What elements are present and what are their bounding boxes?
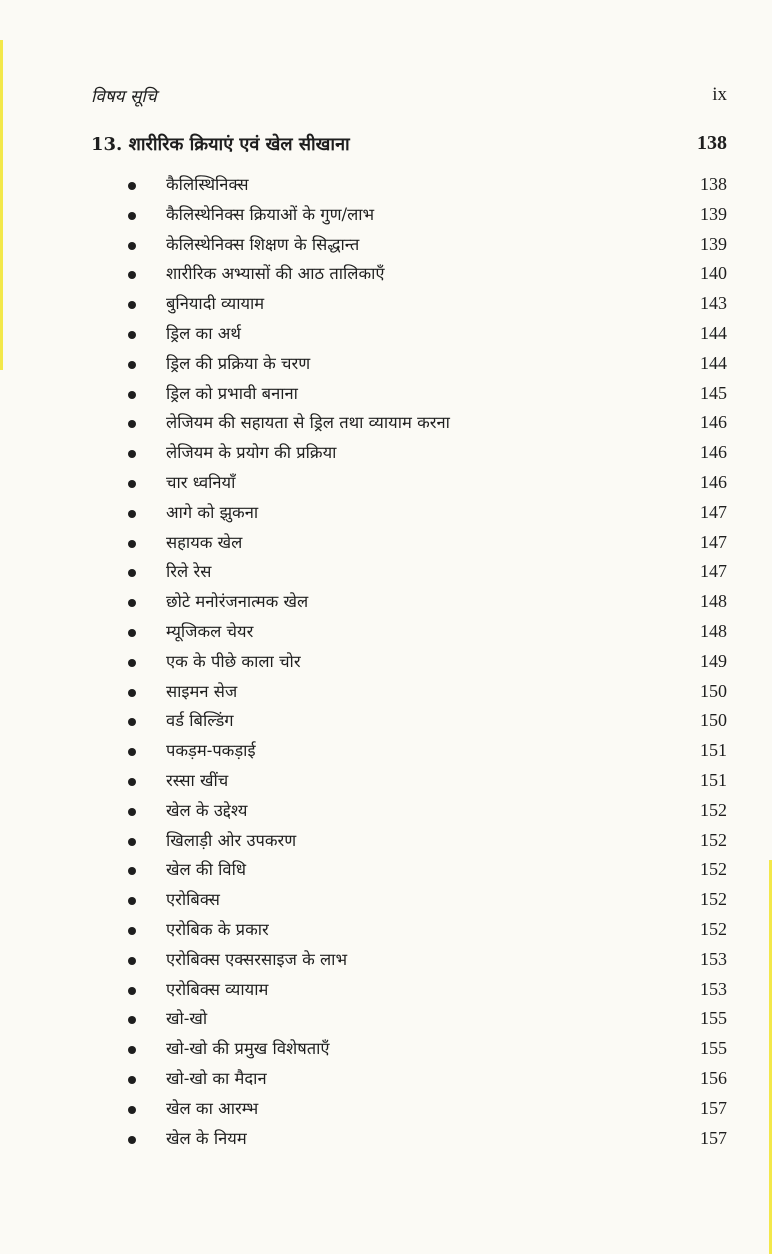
toc-item-page: 151 bbox=[700, 769, 727, 790]
bullet-icon bbox=[128, 987, 136, 995]
toc-item-title: वर्ड बिल्डिंग bbox=[166, 711, 234, 731]
toc-item bbox=[124, 1004, 727, 1034]
toc-item-page: 149 bbox=[700, 650, 727, 671]
toc-item bbox=[124, 259, 727, 289]
toc-item bbox=[124, 498, 727, 528]
toc-item-title: छोटे मनोरंजनात्मक खेल bbox=[166, 592, 309, 612]
toc-item bbox=[124, 230, 727, 260]
toc-item-title: लेजियम के प्रयोग की प्रक्रिया bbox=[166, 443, 337, 463]
toc-item-page: 143 bbox=[700, 293, 727, 314]
bullet-icon bbox=[128, 331, 136, 339]
toc-item-page: 144 bbox=[700, 322, 727, 343]
bullet-icon bbox=[128, 1136, 136, 1144]
bullet-icon bbox=[128, 420, 136, 428]
bullet-icon bbox=[128, 599, 136, 607]
chapter-title: 13. शारीरिक क्रियाएं एवं खेल सीखाना bbox=[91, 134, 350, 155]
bullet-icon bbox=[128, 718, 136, 726]
toc-item-page: 148 bbox=[700, 591, 727, 612]
toc-item bbox=[124, 557, 727, 587]
toc-item-title: चार ध्वनियाँ bbox=[166, 472, 236, 492]
toc-item-title: खिलाड़ी ओर उपकरण bbox=[166, 830, 297, 850]
bullet-icon bbox=[128, 1046, 136, 1054]
toc-item-page: 150 bbox=[700, 680, 727, 701]
bullet-icon bbox=[128, 957, 136, 965]
bullet-icon bbox=[128, 1076, 136, 1084]
bullet-icon bbox=[128, 629, 136, 637]
toc-item bbox=[124, 528, 727, 558]
toc-item-page: 139 bbox=[700, 203, 727, 224]
toc-item-page: 150 bbox=[700, 710, 727, 731]
toc-item-page: 152 bbox=[700, 889, 727, 910]
bullet-icon bbox=[128, 510, 136, 518]
toc-item-page: 152 bbox=[700, 799, 727, 820]
toc-item-title: ड्रिल का अर्थ bbox=[166, 323, 241, 343]
running-head bbox=[91, 84, 727, 110]
toc-item bbox=[124, 975, 727, 1005]
bullet-icon bbox=[128, 659, 136, 667]
toc-item-page: 153 bbox=[700, 978, 727, 999]
toc-item-title: ड्रिल की प्रक्रिया के चरण bbox=[166, 353, 311, 373]
toc-item-page: 152 bbox=[700, 829, 727, 850]
bullet-icon bbox=[128, 301, 136, 309]
chapter-page-number: 138 bbox=[697, 132, 727, 154]
toc-item-title: केलिस्थेनिक्स शिक्षण के सिद्धान्त bbox=[166, 234, 360, 254]
toc-item bbox=[124, 885, 727, 915]
bullet-icon bbox=[128, 569, 136, 577]
toc-item bbox=[124, 736, 727, 766]
toc-item-title: कैलिस्थिनिक्स bbox=[166, 175, 249, 194]
toc-item-title: ड्रिल को प्रभावी बनाना bbox=[166, 383, 298, 403]
toc-item-title: एरोबिक के प्रकार bbox=[166, 919, 269, 939]
toc-item-title: खो-खो की प्रमुख विशेषताएँ bbox=[166, 1039, 330, 1059]
bullet-icon bbox=[128, 391, 136, 399]
toc-item-title: लेजियम की सहायता से ड्रिल तथा व्यायाम करना bbox=[166, 413, 450, 433]
toc-item-page: 140 bbox=[700, 263, 727, 284]
bullet-icon bbox=[128, 1106, 136, 1114]
toc-item-page: 157 bbox=[700, 1097, 727, 1118]
toc-item-page: 146 bbox=[700, 412, 727, 433]
toc-item-title: खो-खो का मैदान bbox=[166, 1068, 267, 1088]
toc-item bbox=[124, 170, 727, 200]
toc-item bbox=[124, 706, 727, 736]
toc-item-page: 146 bbox=[700, 442, 727, 463]
toc-item-title: आगे को झुकना bbox=[166, 502, 259, 522]
bullet-icon bbox=[128, 540, 136, 548]
toc-item bbox=[124, 289, 727, 319]
toc-item bbox=[124, 1064, 727, 1094]
toc-item-page: 157 bbox=[700, 1127, 727, 1148]
toc-item-title: सहायक खेल bbox=[166, 532, 243, 552]
toc-item-title: एरोबिक्स व्यायाम bbox=[166, 979, 269, 999]
bullet-icon bbox=[128, 480, 136, 488]
toc-item bbox=[124, 855, 727, 885]
bullet-icon bbox=[128, 450, 136, 458]
toc-item-title: एरोबिक्स एक्सरसाइज के लाभ bbox=[166, 949, 348, 969]
chapter-heading bbox=[91, 132, 727, 162]
toc-item-page: 156 bbox=[700, 1067, 727, 1088]
toc-item bbox=[124, 826, 727, 856]
toc-item-page: 139 bbox=[700, 233, 727, 254]
bullet-icon bbox=[128, 867, 136, 875]
toc-item bbox=[124, 408, 727, 438]
toc-item bbox=[124, 438, 727, 468]
toc-item-title: खो-खो bbox=[166, 1009, 208, 1029]
bullet-icon bbox=[128, 897, 136, 905]
toc-item bbox=[124, 945, 727, 975]
toc-item-page: 138 bbox=[700, 174, 727, 194]
toc-item bbox=[124, 349, 727, 379]
page-edge-left bbox=[0, 40, 3, 370]
toc-item-title: पकड़म-पकड़ाई bbox=[166, 741, 256, 761]
bullet-icon bbox=[128, 242, 136, 250]
toc-item bbox=[124, 1094, 727, 1124]
toc-item bbox=[124, 468, 727, 498]
toc-item-page: 148 bbox=[700, 620, 727, 641]
toc-item bbox=[124, 379, 727, 409]
toc-item-page: 152 bbox=[700, 859, 727, 880]
toc-item-title: एरोबिक्स bbox=[166, 890, 220, 910]
bullet-icon bbox=[128, 1016, 136, 1024]
bullet-icon bbox=[128, 689, 136, 697]
toc-item bbox=[124, 915, 727, 945]
toc-item-title: एक के पीछे काला चोर bbox=[166, 651, 301, 671]
bullet-icon bbox=[128, 778, 136, 786]
toc-item-page: 147 bbox=[700, 531, 727, 552]
toc-item-title: खेल के उद्देश्य bbox=[166, 800, 248, 820]
toc-item-page: 146 bbox=[700, 471, 727, 492]
toc-item-page: 153 bbox=[700, 948, 727, 969]
running-head-title: विषय सूचि bbox=[91, 87, 157, 107]
toc-item-page: 144 bbox=[700, 352, 727, 373]
bullet-icon bbox=[128, 808, 136, 816]
bullet-icon bbox=[128, 212, 136, 220]
toc-item-title: शारीरिक अभ्यासों की आठ तालिकाएँ bbox=[166, 264, 385, 284]
toc-item-page: 147 bbox=[700, 501, 727, 522]
toc-item-page: 145 bbox=[700, 382, 727, 403]
toc-item bbox=[124, 647, 727, 677]
toc-item-title: खेल का आरम्भ bbox=[166, 1098, 259, 1118]
bullet-icon bbox=[128, 748, 136, 756]
toc-item bbox=[124, 587, 727, 617]
toc-item-page: 147 bbox=[700, 561, 727, 582]
bullet-icon bbox=[128, 271, 136, 279]
running-head-page-number: ix bbox=[712, 84, 727, 105]
toc-item-title: म्यूजिकल चेयर bbox=[166, 621, 254, 641]
toc-item-title: रस्सा खींच bbox=[166, 770, 229, 790]
toc-item-title: कैलिस्थेनिक्स क्रियाओं के गुण/लाभ bbox=[166, 204, 375, 224]
bullet-icon bbox=[128, 927, 136, 935]
toc-list bbox=[124, 170, 727, 1153]
toc-item-title: खेल की विधि bbox=[166, 860, 246, 880]
toc-item-title: साइमन सेज bbox=[166, 681, 238, 701]
toc-item-title: बुनियादी व्यायाम bbox=[166, 294, 265, 314]
toc-item bbox=[124, 200, 727, 230]
toc-item-page: 152 bbox=[700, 918, 727, 939]
toc-item-page: 155 bbox=[700, 1038, 727, 1059]
toc-item-title: खेल के नियम bbox=[166, 1128, 247, 1148]
bullet-icon bbox=[128, 838, 136, 846]
toc-item bbox=[124, 796, 727, 826]
toc-item bbox=[124, 766, 727, 796]
toc-item-title: रिले रेस bbox=[166, 562, 212, 582]
toc-item bbox=[124, 1034, 727, 1064]
bullet-icon bbox=[128, 361, 136, 369]
toc-item-page: 155 bbox=[700, 1008, 727, 1029]
toc-item-page: 151 bbox=[700, 740, 727, 761]
toc-item bbox=[124, 1124, 727, 1154]
toc-item bbox=[124, 677, 727, 707]
toc-item bbox=[124, 617, 727, 647]
toc-item bbox=[124, 319, 727, 349]
bullet-icon bbox=[128, 182, 136, 190]
